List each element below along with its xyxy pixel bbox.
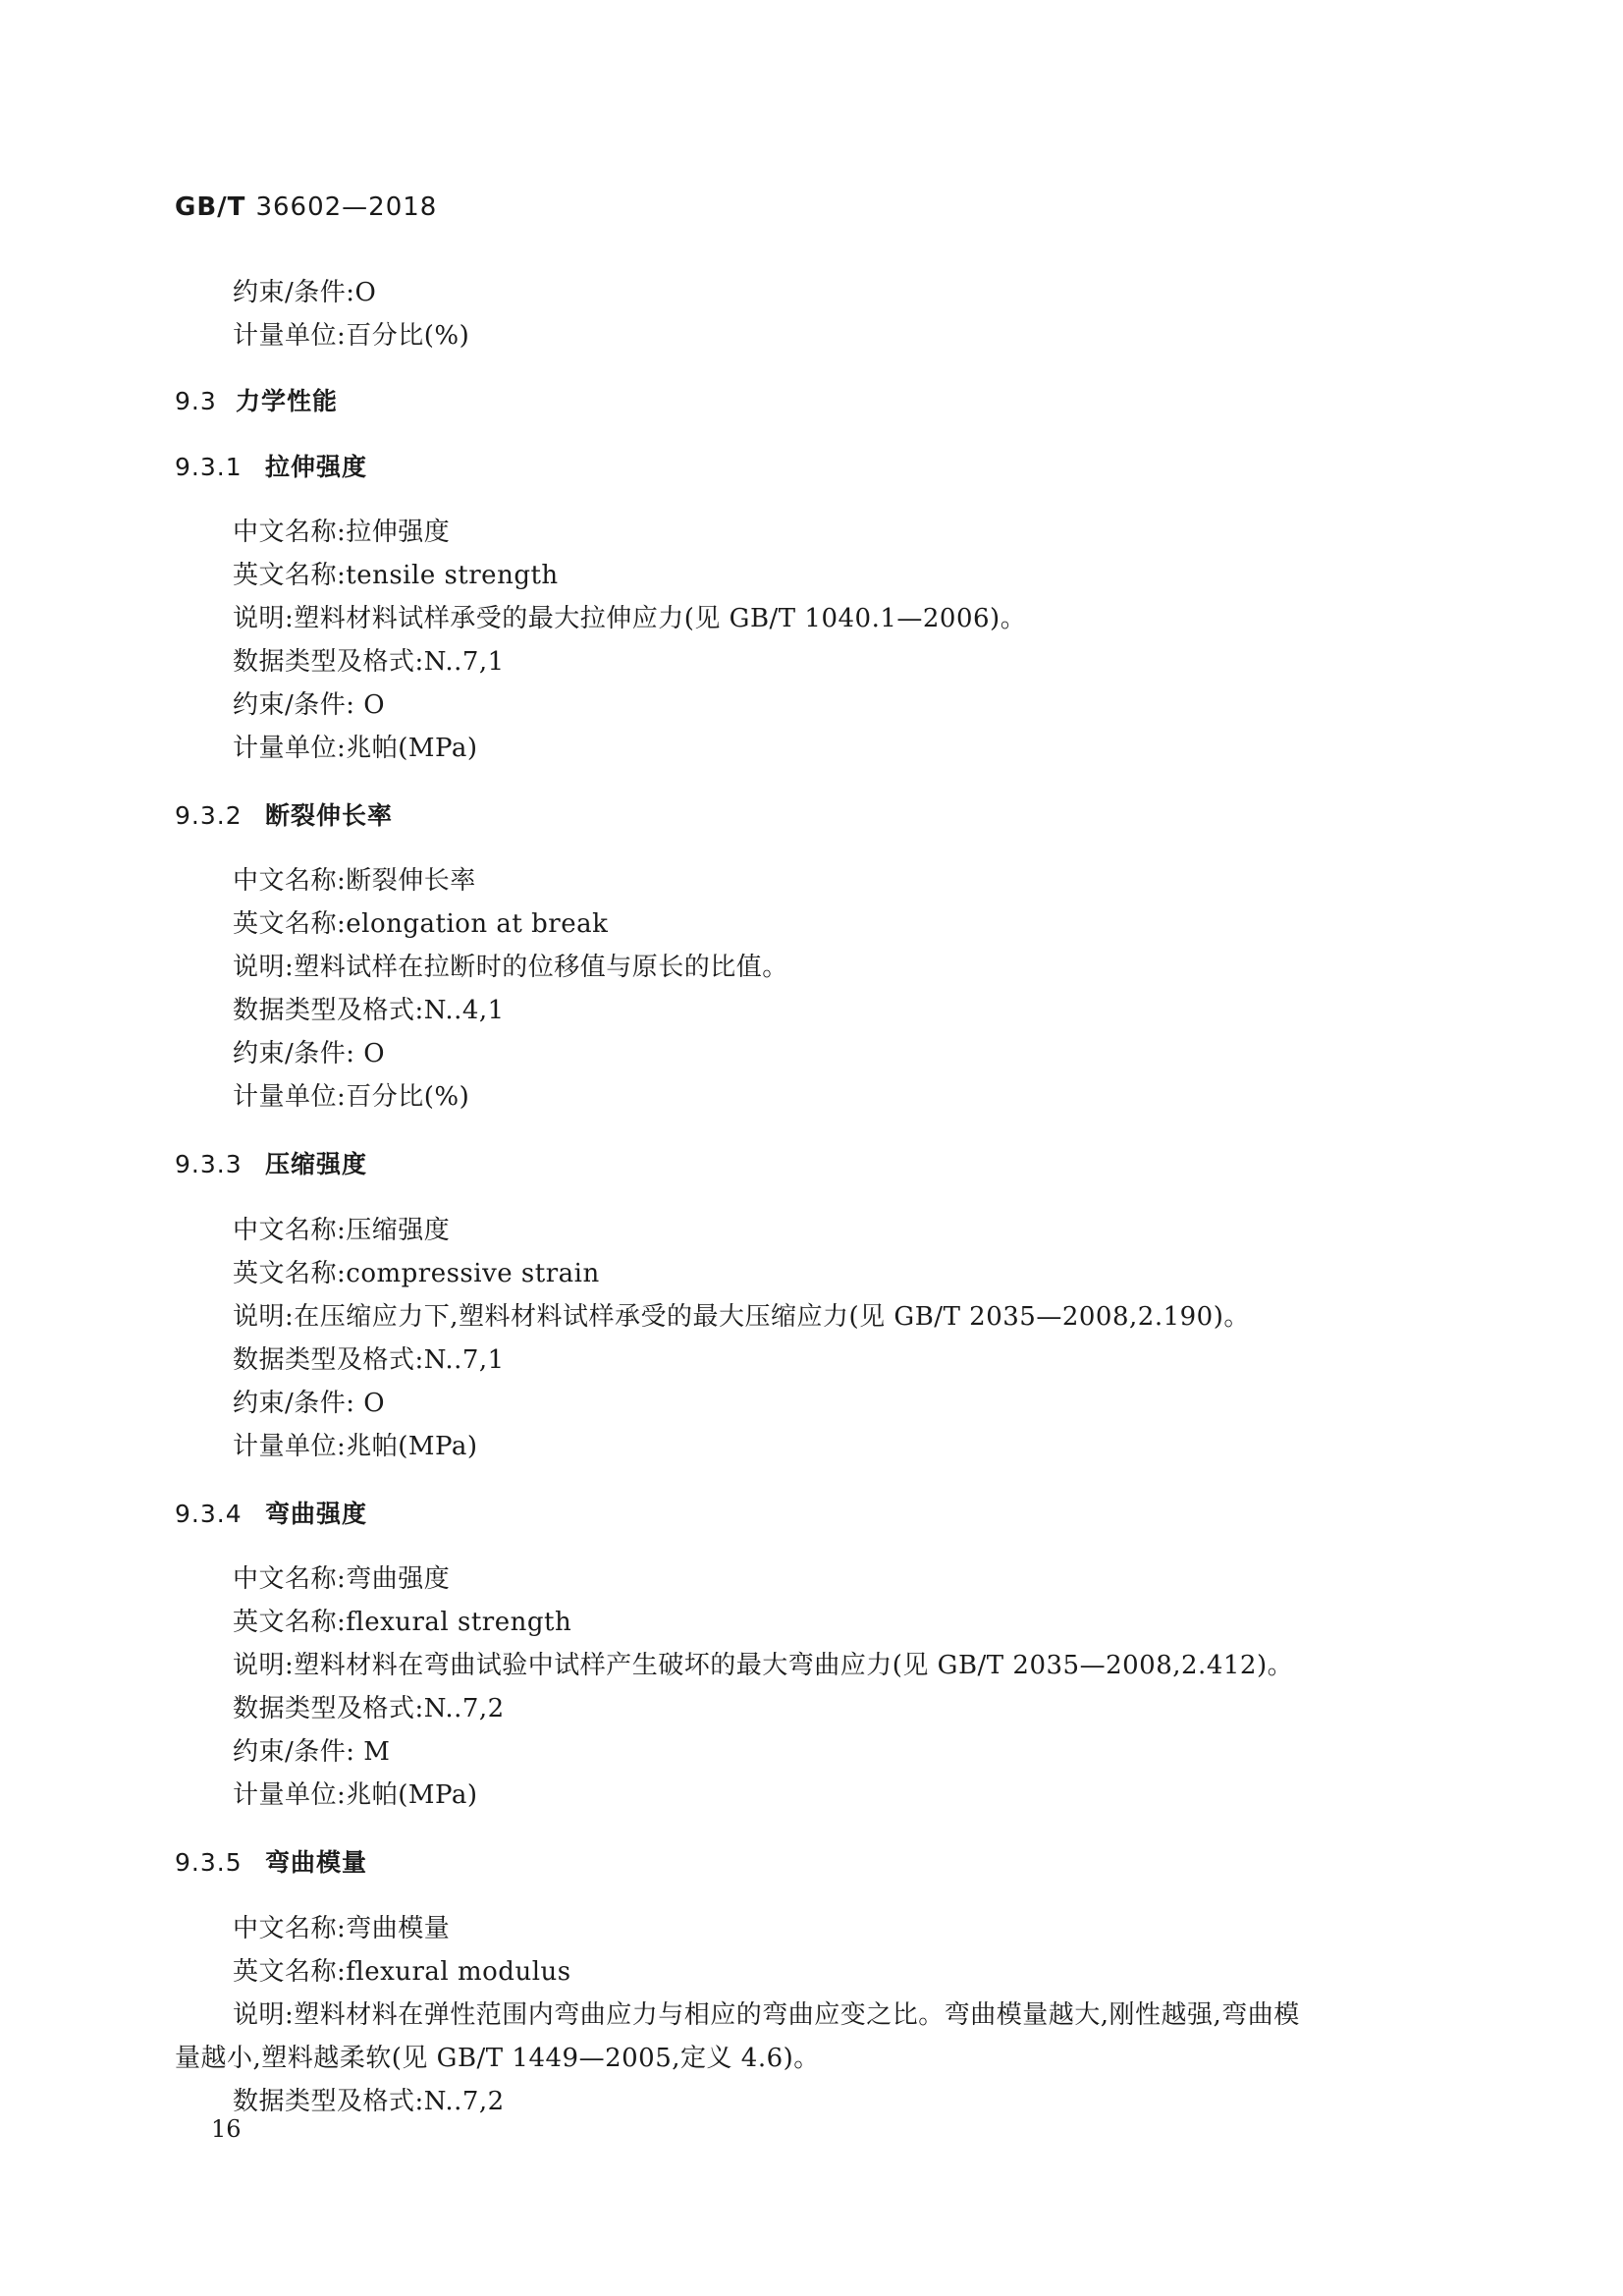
- s931-unit: 计量单位:兆帕(MPa): [233, 734, 478, 763]
- section-number: 9.3.2: [175, 801, 243, 830]
- section-heading-9-3: [175, 382, 338, 417]
- intro-constraint: 约束/条件:O: [233, 278, 377, 307]
- s934-format: 数据类型及格式:N..7,2: [233, 1694, 505, 1723]
- s935-description-line2: 量越小,塑料越柔软(见 GB/T 1449—2005,定义 4.6)。: [175, 2044, 820, 2073]
- s931-constraint: 约束/条件: O: [233, 690, 386, 720]
- s933-en-name: 英文名称:compressive strain: [233, 1259, 600, 1288]
- section-number: 9.3.4: [175, 1500, 243, 1528]
- s934-en-name: 英文名称:flexural strength: [233, 1608, 572, 1637]
- s935-format: 数据类型及格式:N..7,2: [233, 2087, 505, 2116]
- s931-description: 说明:塑料材料试样承受的最大拉伸应力(见 GB/T 1040.1—2006)。: [233, 604, 1027, 633]
- s931-en-name: 英文名称:tensile strength: [233, 561, 559, 590]
- s935-en-name: 英文名称:flexural modulus: [233, 1957, 571, 1987]
- s933-unit: 计量单位:兆帕(MPa): [233, 1432, 478, 1461]
- s932-format: 数据类型及格式:N..4,1: [233, 996, 505, 1025]
- standard-number: 36602—2018: [255, 192, 438, 222]
- section-title: 断裂伸长率: [265, 801, 394, 830]
- s933-constraint: 约束/条件: O: [233, 1389, 386, 1418]
- standard-code: [175, 192, 437, 222]
- s931-format: 数据类型及格式:N..7,1: [233, 647, 505, 677]
- s935-description-line1: 说明:塑料材料在弹性范围内弯曲应力与相应的弯曲应变之比。弯曲模量越大,刚性越强,弯曲模: [233, 2000, 1300, 2030]
- s933-description: 说明:在压缩应力下,塑料材料试样承受的最大压缩应力(见 GB/T 2035—2008,2.190)。: [233, 1302, 1250, 1332]
- s932-cn-name: 中文名称:断裂伸长率: [233, 866, 476, 896]
- s932-en-name: 英文名称:elongation at break: [233, 909, 609, 939]
- page-number: 16: [211, 2115, 242, 2143]
- section-heading-9-3-4: [175, 1495, 367, 1530]
- s934-description: 说明:塑料材料在弯曲试验中试样产生破坏的最大弯曲应力(见 GB/T 2035—2008,2.412)。: [233, 1651, 1294, 1680]
- section-title: 拉伸强度: [265, 453, 368, 481]
- section-heading-9-3-1: [175, 448, 367, 483]
- section-title: 弯曲强度: [265, 1500, 368, 1528]
- intro-unit: 计量单位:百分比(%): [233, 321, 470, 351]
- s934-constraint: 约束/条件: M: [233, 1737, 391, 1767]
- s933-cn-name: 中文名称:压缩强度: [233, 1216, 451, 1245]
- section-heading-9-3-5: [175, 1843, 367, 1879]
- s933-format: 数据类型及格式:N..7,1: [233, 1345, 505, 1375]
- section-number: 9.3: [175, 387, 217, 415]
- section-number: 9.3.5: [175, 1848, 243, 1877]
- section-heading-9-3-2: [175, 796, 393, 832]
- s932-constraint: 约束/条件: O: [233, 1039, 386, 1068]
- section-title: 力学性能: [236, 387, 339, 415]
- s934-unit: 计量单位:兆帕(MPa): [233, 1780, 478, 1810]
- standard-prefix: GB/T: [175, 192, 246, 222]
- s932-description: 说明:塑料试样在拉断时的位移值与原长的比值。: [233, 953, 788, 982]
- section-title: 压缩强度: [265, 1150, 368, 1178]
- s934-cn-name: 中文名称:弯曲强度: [233, 1564, 451, 1594]
- section-title: 弯曲模量: [265, 1848, 368, 1877]
- section-number: 9.3.3: [175, 1150, 243, 1178]
- s932-unit: 计量单位:百分比(%): [233, 1082, 470, 1112]
- section-number: 9.3.1: [175, 453, 243, 481]
- s931-cn-name: 中文名称:拉伸强度: [233, 518, 451, 547]
- s935-cn-name: 中文名称:弯曲模量: [233, 1914, 451, 1943]
- section-heading-9-3-3: [175, 1145, 367, 1180]
